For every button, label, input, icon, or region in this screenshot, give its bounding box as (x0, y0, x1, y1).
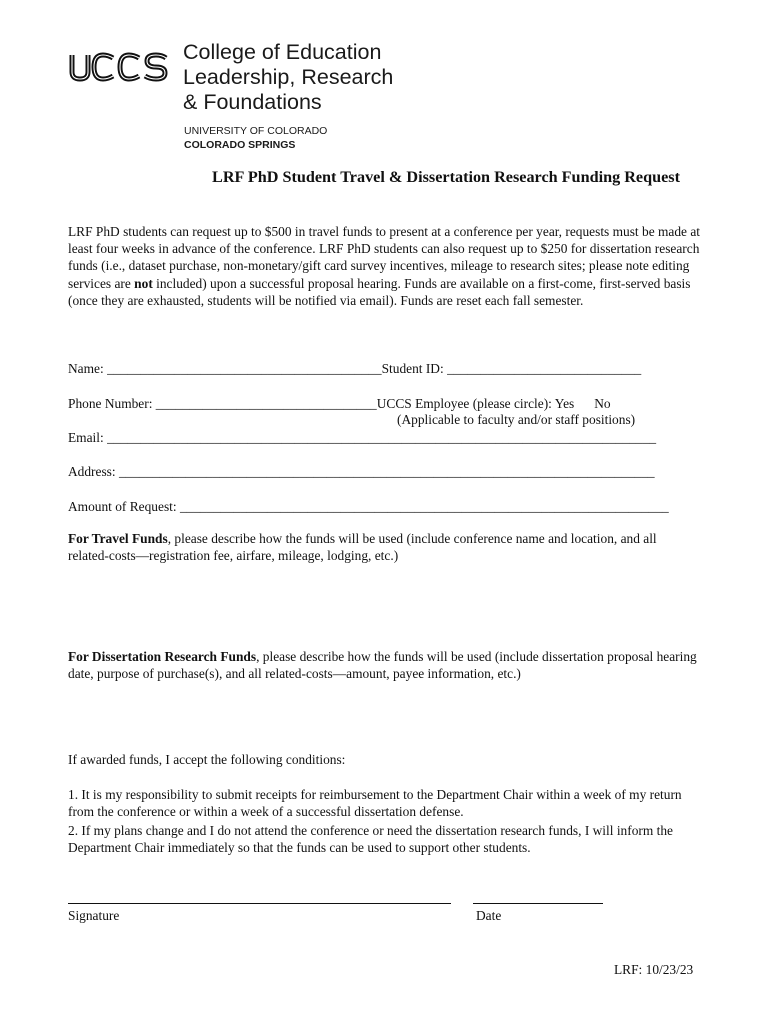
university-name (184, 124, 327, 152)
college-name (183, 40, 393, 115)
university-line-1: UNIVERSITY OF COLORADO (184, 125, 328, 137)
amount-label: Amount of Request: (68, 499, 177, 514)
name-field[interactable] (68, 361, 641, 377)
uccs-logo-icon (68, 52, 172, 82)
intro-emphasis: not (134, 275, 153, 291)
conditions-intro: If awarded funds, I accept the following conditions: (68, 752, 346, 767)
email-field[interactable] (68, 430, 656, 446)
address-blank[interactable]: ________________________________________________________________________________ (118, 464, 655, 479)
dissertation-funds-label: For Dissertation Research Funds (68, 649, 257, 664)
student-id-blank[interactable]: _____________________________ (447, 361, 642, 376)
college-line-1: College of Education (183, 40, 382, 64)
travel-funds-text: , please describe how the funds will be used (include conference name and location, and all related-costs—registration fee, airfare, mileage, lodging, etc.) (68, 531, 657, 564)
form-title: LRF PhD Student Travel & Dissertation Research Funding Request (212, 168, 680, 186)
amount-field[interactable] (68, 499, 669, 515)
dissertation-funds-text: , please describe how the funds will be used (include dissertation proposal hearing date, purpose of purchase(s), and all related-costs—amount, payee information, etc.) (68, 649, 697, 682)
travel-funds-section (68, 530, 693, 564)
email-label: Email: (68, 430, 104, 445)
amount-blank[interactable]: _________________________________________________________________________ (179, 499, 669, 514)
intro-paragraph (68, 223, 708, 309)
condition-item-2: 2. If my plans change and I do not attend the conference or need the dissertation research funds, I will inform the Department Chair immediately so that the funds can be used to support other students. (68, 823, 673, 856)
date-line[interactable] (473, 903, 603, 904)
university-line-2: COLORADO SPRINGS (184, 139, 296, 151)
employee-no-option[interactable]: No (594, 396, 611, 411)
email-blank[interactable]: __________________________________________________________________________________ (107, 430, 657, 445)
employee-note: (Applicable to faculty and/or staff positions) (397, 412, 636, 427)
phone-label: Phone Number: (68, 396, 153, 411)
dissertation-funds-section (68, 648, 708, 682)
phone-field[interactable] (68, 396, 611, 412)
condition-item-1: 1. It is my responsibility to submit receipts for reimbursement to the Department Chair within a week of my return from the conference or within a week of a successful dissertation defense. (68, 787, 682, 820)
address-label: Address: (68, 464, 116, 479)
intro-text-1: LRF PhD students can request up to $500 in travel funds to present at a conference per year, requests must be made at least four weeks in advance of the conference. LRF PhD students can also request up to $250 for dissertation research funds (i.e., dataset purchase, non-monetary/gift card survey incentives, mileage to research sites; please note editing services are (68, 224, 700, 291)
college-line-2: Leadership, Research (183, 65, 394, 89)
date-label: Date (476, 908, 502, 923)
signature-label: Signature (68, 908, 120, 923)
name-label: Name: (68, 361, 104, 376)
phone-blank[interactable]: _________________________________ (155, 396, 377, 411)
travel-funds-label: For Travel Funds (68, 531, 168, 546)
name-blank[interactable]: _________________________________________ (107, 361, 382, 376)
signature-line[interactable] (68, 903, 451, 904)
address-field[interactable] (68, 464, 655, 480)
intro-text-2: included) upon a successful proposal hearing. Funds are available on a first-come, first-served basis (once they are exhausted, students will be notified via email). Funds are reset each fall semester. (68, 275, 691, 308)
employee-label: UCCS Employee (please circle): Yes (376, 396, 575, 411)
college-line-3: & Foundations (183, 90, 322, 114)
student-id-label: Student ID: (381, 361, 444, 376)
footer-revision: LRF: 10/23/23 (614, 962, 694, 977)
